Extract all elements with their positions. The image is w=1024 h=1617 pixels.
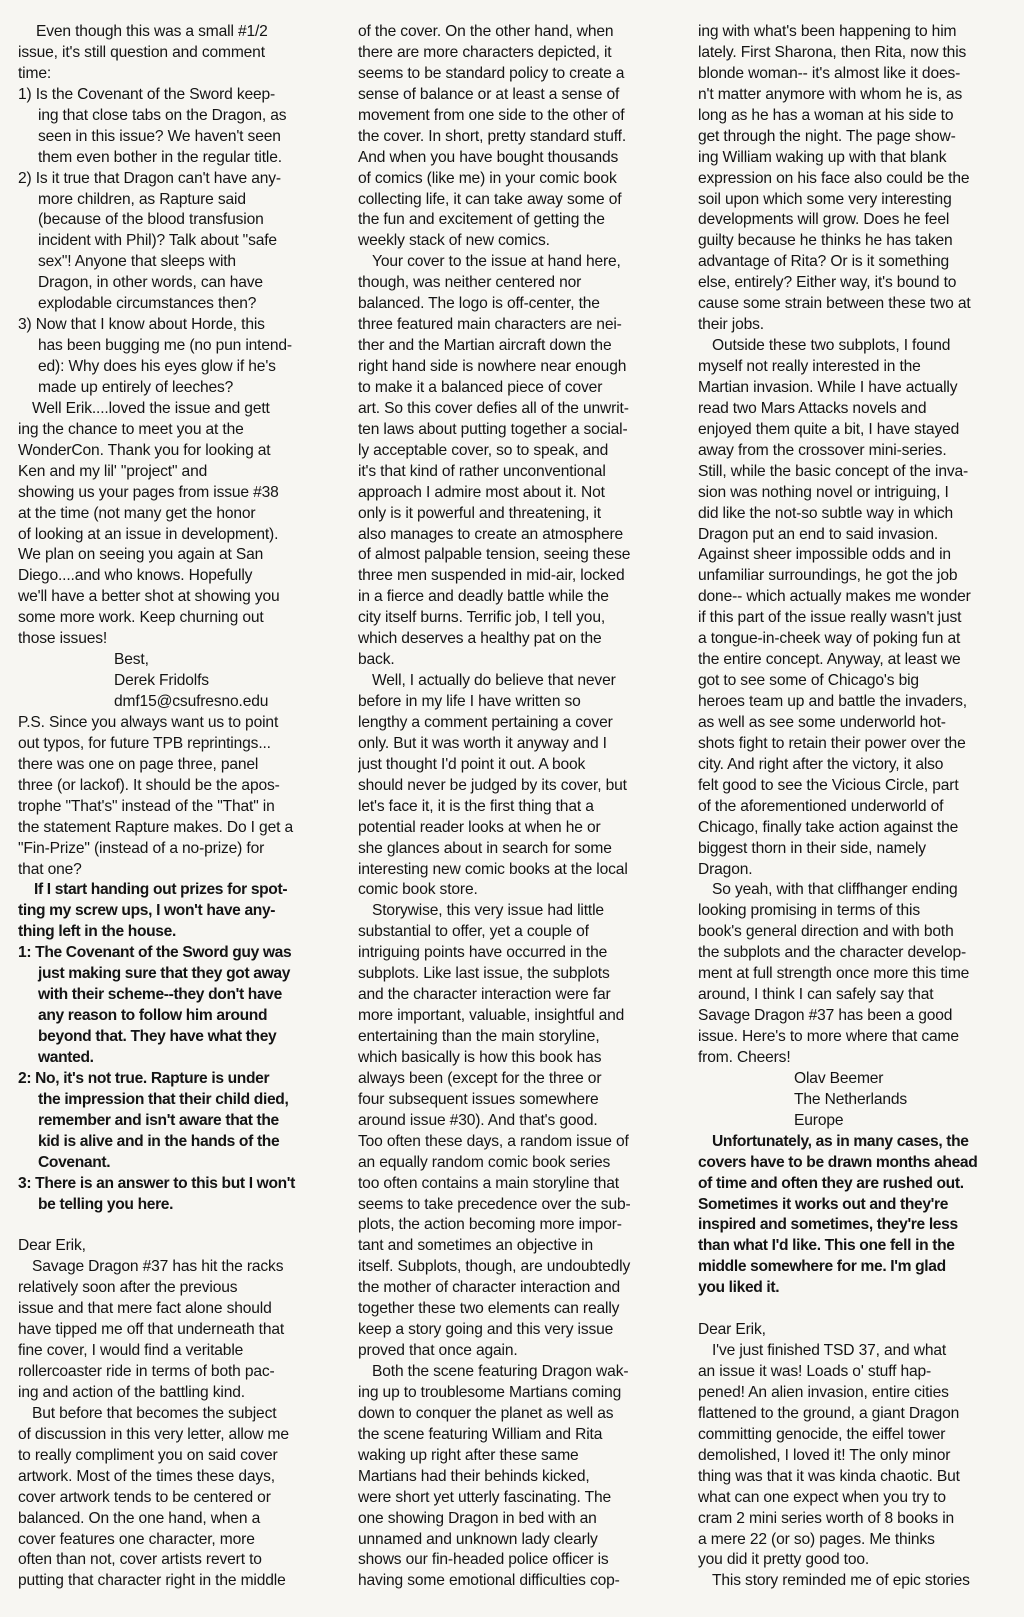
letter-text-line: ther and the Martian aircraft down the	[358, 337, 612, 355]
letter-text-line: Dear Erik,	[18, 1237, 86, 1255]
letter-text-line: if this part of the issue really wasn't just	[698, 609, 962, 627]
letter-text-line: flattened to the ground, a giant Dragon	[698, 1404, 960, 1422]
letter-text-line: and the character interaction were far	[358, 986, 611, 1004]
letter-text-line: the cover. In short, pretty standard stuff.	[358, 127, 627, 145]
letter-text-line: demolished, I loved it! The only minor	[698, 1446, 951, 1464]
letter-text-line: else, entirely? Either way, it's bound to	[698, 274, 957, 292]
letter-text-line: get through the night. The page show-	[698, 127, 956, 145]
editor-reply-line: covers have to be drawn months ahead	[698, 1153, 978, 1171]
letter-text-line: more children, as Rapture said	[38, 190, 246, 208]
letter-text-line: done-- which actually makes me wonder	[698, 588, 971, 606]
letter-text-line: Well Erik....loved the issue and gett	[32, 399, 270, 417]
letter-text-line: cause some strain between these two at	[698, 295, 971, 313]
letter-text-line: some more work. Keep churning out	[18, 609, 264, 627]
letter-text-line: we'll have a better shot at showing you	[18, 588, 280, 606]
letter-text-line: book's general direction and with both	[698, 923, 954, 941]
letter-text-line: which deserves a healthy pat on the	[358, 630, 602, 648]
letter-text-line: around issue #30). And that's good.	[358, 1111, 598, 1129]
letter-text-line: Storywise, this very issue had little	[372, 902, 604, 920]
letter-text-line: city. And right after the victory, it also	[698, 755, 944, 773]
letter-text-line: ing William waking up with that blank	[698, 148, 947, 166]
letter-text-line: the statement Rapture makes. Do I get a	[18, 818, 293, 836]
letter-text-line: that one?	[18, 860, 82, 878]
letter-text-line: an equally random comic book series	[358, 1153, 611, 1171]
letter-text-line: Martian invasion. While I have actually	[698, 378, 958, 396]
letter-text-line: Martians had their behinds kicked,	[358, 1467, 590, 1485]
letter-text-line: guilty because he thinks he has taken	[698, 232, 953, 250]
editor-reply-line: kid is alive and in the hands of the	[38, 1132, 280, 1150]
letter-text-line: approach I admire most about it. Not	[358, 483, 605, 501]
letter-text-line: This story reminded me of epic stories	[712, 1572, 970, 1590]
letter-text-line: sion was nothing novel or intriguing, I	[698, 483, 949, 501]
editor-reply-line: 2: No, it's not true. Rapture is under	[18, 1069, 270, 1087]
letter-text-line: 1) Is the Covenant of the Sword keep-	[18, 85, 276, 103]
letter-text-line: committing genocide, the eiffel tower	[698, 1425, 946, 1443]
letter-text-line: of looking at an issue in development).	[18, 525, 279, 543]
editor-reply-line: If I start handing out prizes for spot-	[34, 881, 288, 899]
letter-text-line: time:	[18, 64, 52, 82]
letter-text-line: felt good to see the Vicious Circle, part	[698, 776, 959, 794]
letter-text-line: having some emotional difficulties cop-	[358, 1572, 620, 1590]
letter-text-line: the subplots and the character develop-	[698, 944, 967, 962]
editor-reply-line: you liked it.	[698, 1279, 780, 1297]
letter-text-line: of discussion in this very letter, allow me	[18, 1425, 289, 1443]
letter-text-line: keep a story going and this very issue	[358, 1321, 614, 1339]
letter-text-line: though, was neither centered nor	[358, 274, 582, 292]
editor-reply-line: Covenant.	[38, 1153, 111, 1171]
letter-text-line: collecting life, it can take away some of	[358, 190, 622, 208]
letter-text-line: waking up right after these same	[358, 1446, 579, 1464]
letter-text-line: balanced. On the one hand, when a	[18, 1509, 261, 1527]
letter-text-line: Best,	[114, 651, 149, 669]
letter-text-line: the scene featuring William and Rita	[358, 1425, 603, 1443]
letter-text-line: Diego....and who knows. Hopefully	[18, 567, 253, 585]
letter-text-line: Ken and my lil' "project" and	[18, 462, 208, 480]
letter-text-line: Your cover to the issue at hand here,	[372, 253, 621, 271]
text-column-left	[18, 22, 346, 1617]
editor-reply-line: wanted.	[38, 1048, 94, 1066]
letter-text-line: ment at full strength once more this time	[698, 965, 970, 983]
letter-text-line: Dear Erik,	[698, 1321, 766, 1339]
letter-text-line: four subsequent issues somewhere	[358, 1090, 599, 1108]
letter-text-line: have tipped me off that underneath that	[18, 1321, 285, 1339]
letter-text-line: the entire concept. Anyway, at least we	[698, 651, 961, 669]
letter-text-line: relatively soon after the previous	[18, 1279, 238, 1297]
letter-text-line: fine cover, I would find a veritable	[18, 1342, 244, 1360]
letter-text-line: an issue it was! Loads o' stuff hap-	[698, 1363, 932, 1380]
letter-text-line: art. So this cover defies all of the unwrit-	[358, 399, 629, 417]
letter-text-line: of the aforementioned underworld of	[698, 797, 944, 815]
letter-text-line: looking promising in terms of this	[698, 902, 920, 920]
letter-text-line: Chicago, finally take action against the	[698, 818, 959, 836]
letter-text-line: putting that character right in the middle	[18, 1572, 286, 1590]
letter-text-line: WonderCon. Thank you for looking at	[18, 441, 271, 459]
letters-columns	[18, 22, 1002, 1617]
letter-text-line: "Fin-Prize" (instead of a no-prize) for	[18, 839, 265, 857]
letter-text-line: before in my life I have written so	[358, 693, 581, 710]
letter-text-line: Savage Dragon #37 has been a good	[698, 1007, 953, 1025]
letter-text-line: thing was that it was kinda chaotic. But	[698, 1467, 960, 1485]
letter-text-line: showing us your pages from issue #38	[18, 483, 279, 501]
letter-text-line: has been bugging me (no pun intend-	[38, 337, 292, 355]
letter-text-line: soil upon which some very interesting	[698, 190, 952, 208]
letter-text-line: at the time (not many get the honor	[18, 504, 256, 522]
letter-text-line: We plan on seeing you again at San	[18, 546, 264, 564]
letter-text-line: n't matter anymore with whom he is, as	[698, 85, 963, 103]
letter-text-line: in a fierce and deadly battle while the	[358, 588, 609, 606]
letter-text-line: seen in this issue? We haven't seen	[38, 127, 281, 145]
text-column-right	[698, 22, 1024, 1617]
letter-text-line: Both the scene featuring Dragon wak-	[372, 1363, 629, 1380]
letter-text-line: interesting new comic books at the local	[358, 860, 628, 878]
letter-text-line: And when you have bought thousands	[358, 148, 619, 166]
letter-text-line: substantial to offer, yet a couple of	[358, 923, 589, 941]
letter-text-line: more important, valuable, insightful and	[358, 1007, 625, 1025]
letter-text-line: just thought I'd point it out. A book	[358, 755, 586, 773]
letter-text-line: only is it powerful and threatening, it	[358, 504, 601, 522]
letter-text-line: seems to take precedence over the sub-	[358, 1195, 631, 1213]
letter-text-line: intriguing points have occurred in the	[358, 944, 608, 962]
letter-text-line: But before that becomes the subject	[32, 1404, 277, 1422]
letter-text-line: their jobs.	[698, 316, 764, 334]
letter-text-line: did like the not-so subtle way in which	[698, 504, 954, 522]
letter-text-line: ing up to troublesome Martians coming	[358, 1383, 622, 1401]
letter-text-line: of comics (like me) in your comic book	[358, 169, 617, 187]
letter-text-line: lengthy a comment pertaining a cover	[358, 713, 613, 731]
letter-text-line: heroes team up and battle the invaders,	[698, 693, 967, 710]
letter-text-line: what can one expect when you try to	[698, 1488, 946, 1506]
letter-text-line: ing and action of the battling kind.	[18, 1383, 245, 1401]
letter-text-line: Even though this was a small #1/2	[36, 23, 268, 40]
letter-text-line: weekly stack of new comics.	[358, 232, 550, 250]
letter-text-line: three (or lackof). It should be the apos-	[18, 776, 280, 794]
letter-text-line: one showing Dragon in bed with an	[358, 1509, 597, 1527]
letter-text-line: cram 2 mini series worth of 8 books in	[698, 1509, 955, 1527]
letter-text-line: always been (except for the three or	[358, 1069, 602, 1087]
letter-text-line: Too often these days, a random issue of	[358, 1132, 629, 1150]
letter-text-line: sense of balance or at least a sense of	[358, 85, 620, 103]
letter-text-line: pened! An alien invasion, entire cities	[698, 1383, 949, 1401]
letter-text-line: Still, while the basic concept of the inva-	[698, 462, 969, 480]
letter-text-line: plots, the action becoming more impor-	[358, 1216, 622, 1234]
letter-text-line: shows our fin-headed police officer is	[358, 1551, 609, 1569]
letter-text-line: the mother of character interaction and	[358, 1279, 620, 1297]
letter-text-line: together these two elements can really	[358, 1300, 620, 1318]
letter-text-line: often than not, cover artists revert to	[18, 1551, 262, 1569]
letter-text-line: Dragon, in other words, can have	[38, 274, 263, 292]
letter-text-line: out typos, for future TPB reprintings...	[18, 734, 271, 752]
letter-text-line: issue. Here's to more where that came	[698, 1028, 959, 1045]
paragraph-gap	[18, 1215, 346, 1236]
letter-text-line: entertaining than the main storyline,	[358, 1028, 600, 1045]
letter-text-line: which basically is how this book has	[358, 1048, 602, 1066]
letter-text-line: those issues!	[18, 630, 108, 648]
letter-text-line: Dragon put an end to said invasion.	[698, 525, 939, 543]
letter-text-line: Savage Dragon #37 has hit the racks	[32, 1258, 284, 1276]
editor-reply-line: just making sure that they got away	[38, 965, 291, 983]
letter-text-line: them even bother in the regular title.	[38, 148, 282, 166]
letter-text-line: read two Mars Attacks novels and	[698, 399, 927, 417]
letter-text-line: should never be judged by its cover, but	[358, 776, 627, 794]
editor-reply-line: inspired and sometimes, they're less	[698, 1216, 958, 1234]
text-column-middle	[358, 22, 686, 1617]
letter-text-line: lately. First Sharona, then Rita, now this	[698, 43, 967, 61]
letter-text-line: down to conquer the planet as well as	[358, 1404, 614, 1422]
letter-text-line: subplots. Like last issue, the subplots	[358, 965, 610, 983]
letter-text-line: itself. Subplots, though, are undoubtedly	[358, 1258, 631, 1276]
editor-reply-line: Sometimes it works out and they're	[698, 1195, 949, 1213]
letter-text-line: a tongue-in-cheek way of poking fun at	[698, 630, 961, 648]
letter-text-line: incident with Phil)? Talk about "safe	[38, 232, 277, 250]
letter-text-line: dmf15@csufresno.edu	[114, 693, 269, 710]
letter-text-line: myself not really interested in the	[698, 358, 921, 375]
letter-text-line: P.S. Since you always want us to point	[18, 713, 279, 731]
letter-text-line: advantage of Rita? Or is it something	[698, 253, 950, 271]
letter-text-line: ten laws about putting together a social-	[358, 420, 628, 438]
letter-text-line: too often contains a main storyline that	[358, 1174, 619, 1192]
letter-text-line: seems to be standard policy to create a	[358, 64, 625, 82]
letter-text-line: comic book store.	[358, 881, 478, 899]
letter-text-line: developments will grow. Does he feel	[698, 211, 950, 229]
letter-text-line: shots fight to retain their power over the	[698, 734, 966, 752]
letter-text-line: a mere 22 (or so) pages. Me thinks	[698, 1530, 935, 1548]
letter-text-line: blonde woman-- it's almost like it does-	[698, 64, 961, 82]
letter-text-line: from. Cheers!	[698, 1048, 791, 1066]
letter-text-line: there was one on page three, panel	[18, 755, 259, 773]
letter-text-line: artwork. Most of the times these days,	[18, 1467, 275, 1485]
editor-reply-line: of time and often they are rushed out.	[698, 1174, 964, 1192]
letter-text-line: Olav Beemer	[794, 1069, 884, 1087]
letter-text-line: (because of the blood transfusion	[38, 211, 264, 229]
letter-text-line: as well as see some underworld hot-	[698, 713, 946, 731]
letter-text-line: three men suspended in mid-air, locked	[358, 567, 625, 585]
letter-text-line: there are more characters depicted, it	[358, 43, 612, 61]
letter-text-line: away from the crossover mini-series.	[698, 441, 947, 459]
letter-text-line: you did it pretty good too.	[698, 1551, 870, 1569]
editor-reply-line: 3: There is an answer to this but I won't	[18, 1174, 296, 1192]
letter-text-line: to really compliment you on said cover	[18, 1446, 278, 1464]
letter-text-line: she glances about in search for some	[358, 839, 612, 857]
editor-reply-line: beyond that. They have what they	[38, 1028, 277, 1045]
editor-reply-line: 1: The Covenant of the Sword guy was	[18, 944, 292, 962]
letter-text-line: issue, it's still question and comment	[18, 43, 265, 61]
letter-text-line: ing the chance to meet you at the	[18, 420, 244, 438]
letter-text-line: ing that close tabs on the Dragon, as	[38, 106, 287, 124]
editor-reply-line: thing left in the house.	[18, 923, 176, 941]
letter-text-line: of almost palpable tension, seeing these	[358, 546, 631, 564]
letter-text-line: were short yet utterly fascinating. The	[358, 1488, 612, 1506]
letter-text-line: rollercoaster ride in terms of both pac-	[18, 1363, 275, 1380]
letter-text-line: proved that once again.	[358, 1342, 518, 1360]
letter-text-line: Well, I actually do believe that never	[372, 672, 616, 690]
letter-text-line: Europe	[794, 1111, 844, 1129]
letter-text-line: ing with what's been happening to him	[698, 23, 957, 40]
letter-text-line: enjoyed them quite a bit, I have stayed	[698, 420, 960, 438]
letter-text-line: biggest thorn in their side, namely	[698, 839, 926, 857]
letter-text-line: around, I think I can safely say that	[698, 986, 934, 1004]
letter-text-line: issue and that mere fact alone should	[18, 1300, 272, 1318]
letter-text-line: ed): Why does his eyes glow if he's	[38, 358, 276, 375]
editor-reply-line: Unfortunately, as in many cases, the	[712, 1132, 969, 1150]
letter-text-line: it's that kind of rather unconventional	[358, 462, 606, 480]
letter-text-line: I've just finished TSD 37, and what	[712, 1342, 947, 1360]
letter-text-line: sex"! Anyone that sleeps with	[38, 253, 236, 271]
letter-text-line: back.	[358, 651, 395, 669]
letter-text-line: cover features one character, more	[18, 1530, 255, 1548]
letter-text-line: Derek Fridolfs	[114, 672, 209, 690]
letter-text-line: city itself burns. Terrific job, I tell you,	[358, 609, 606, 627]
letter-text-line: to make it a balanced piece of cover	[358, 378, 603, 396]
letter-text-line: three featured main characters are nei-	[358, 316, 622, 334]
letter-text-line: ly acceptable cover, so to speak, and	[358, 441, 609, 459]
letter-text-line: also manages to create an atmosphere	[358, 525, 624, 543]
editor-reply-line: the impression that their child died,	[38, 1090, 289, 1108]
letter-text-line: unnamed and unknown lady clearly	[358, 1530, 598, 1548]
letter-text-line: Dragon.	[698, 860, 753, 878]
letter-text-line: unfamiliar surroundings, he got the job	[698, 567, 958, 585]
editor-reply-line: ting my screw ups, I won't have any-	[18, 902, 276, 920]
letter-text-line: trophe "That's" instead of the "That" in	[18, 797, 275, 815]
letter-text-line: potential reader looks at when he or	[358, 818, 601, 836]
letter-text-line: the fun and excitement of getting the	[358, 211, 605, 229]
paragraph-gap	[698, 1299, 1024, 1320]
letter-text-line: movement from one side to the other of	[358, 106, 625, 124]
editor-reply-line: any reason to follow him around	[38, 1007, 268, 1025]
editor-reply-line: be telling you here.	[38, 1195, 174, 1213]
letter-text-line: expression on his face also could be the	[698, 169, 970, 187]
letter-text-line: The Netherlands	[794, 1090, 908, 1108]
letter-text-line: 2) Is it true that Dragon can't have any-	[18, 169, 281, 187]
letter-text-line: got to see some of Chicago's big	[698, 672, 919, 690]
letter-text-line: let's face it, it is the first thing that a	[358, 797, 594, 815]
letter-text-line: Outside these two subplots, I found	[712, 337, 951, 355]
letter-text-line: right hand side is nowhere near enough	[358, 358, 627, 375]
editor-reply-line: middle somewhere for me. I'm glad	[698, 1258, 946, 1276]
letter-text-line: 3) Now that I know about Horde, this	[18, 316, 265, 334]
letter-text-line: explodable circumstances then?	[38, 295, 257, 313]
editor-reply-line: with their scheme--they don't have	[38, 986, 282, 1004]
letter-text-line: only. But it was worth it anyway and I	[358, 734, 607, 752]
editor-reply-line: remember and isn't aware that the	[38, 1111, 279, 1129]
editor-reply-line: than what I'd like. This one fell in the	[698, 1237, 955, 1255]
letter-text-line: tant and sometimes an objective in	[358, 1237, 594, 1255]
letter-text-line: Against sheer impossible odds and in	[698, 546, 951, 564]
letter-text-line: balanced. The logo is off-center, the	[358, 295, 600, 313]
letter-text-line: cover artwork tends to be centered or	[18, 1488, 271, 1506]
letter-text-line: long as he has a woman at his side to	[698, 106, 954, 124]
letter-text-line: made up entirely of leeches?	[38, 378, 234, 396]
letter-text-line: of the cover. On the other hand, when	[358, 23, 614, 40]
letter-text-line: So yeah, with that cliffhanger ending	[712, 881, 958, 899]
